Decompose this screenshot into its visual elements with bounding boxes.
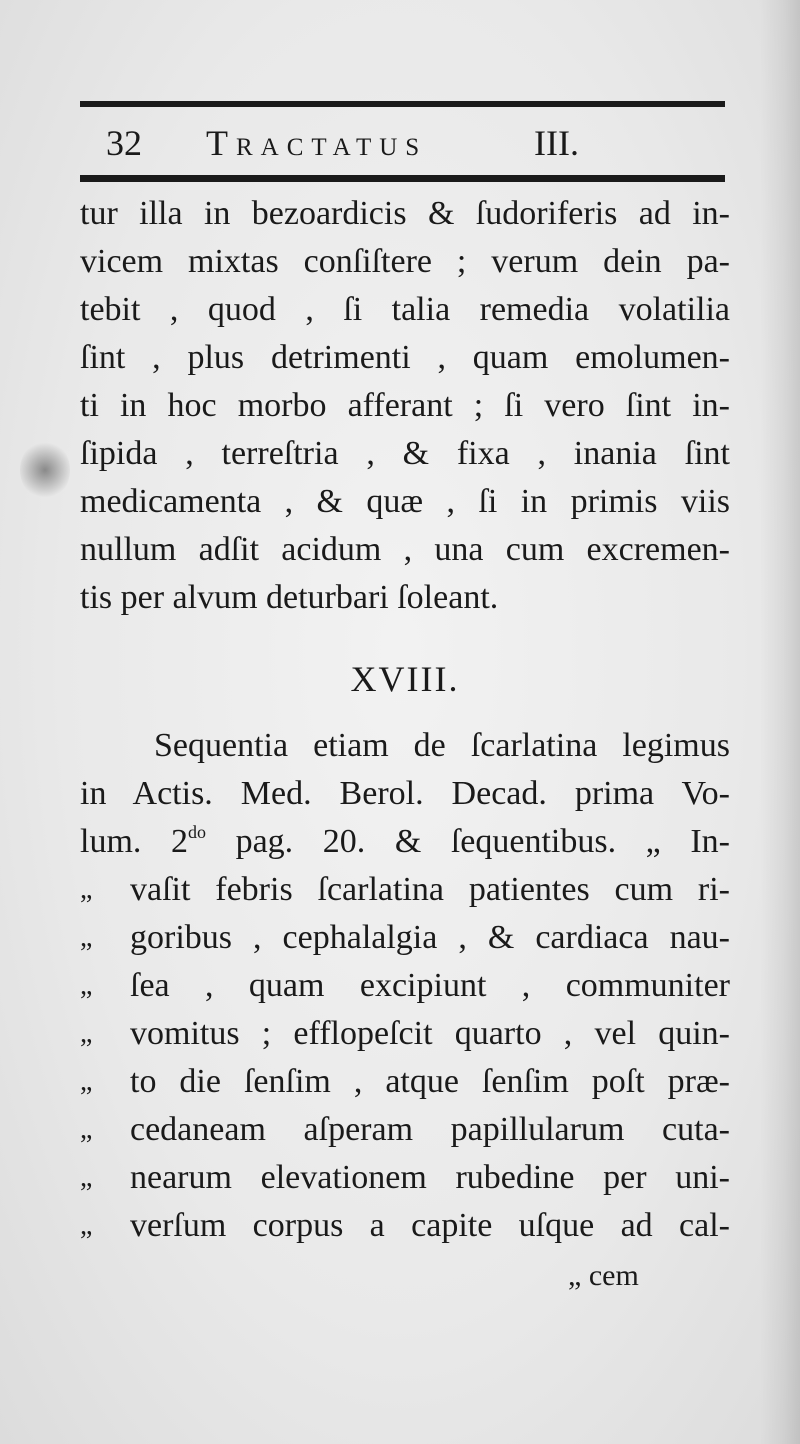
text-line-with-superscript <box>80 818 730 866</box>
text-line: medicamenta , & quæ , ſi in primis viis <box>80 483 730 520</box>
quote-mark: „ <box>80 1162 93 1193</box>
text-line: nullum adſit acidum , una cum excremen- <box>80 531 730 568</box>
quote-mark: „ <box>80 1018 93 1049</box>
quoted-text: to die ſenſim , atque ſenſim poſt præ- <box>130 1063 730 1100</box>
quoted-line <box>80 962 730 1010</box>
quote-mark: „ <box>80 1210 93 1241</box>
text-line: tebit , quod , ſi talia remedia volatilia <box>80 291 730 328</box>
text-fragment: lum. 2 <box>80 823 188 860</box>
quoted-line <box>80 866 730 914</box>
quoted-text: ſea , quam excipiunt , communiter <box>130 967 730 1004</box>
quote-mark: „ <box>80 922 93 953</box>
quote-mark: „ <box>80 1066 93 1097</box>
quoted-line <box>80 1058 730 1106</box>
quote-mark: „ <box>80 970 93 1001</box>
quoted-text: vomitus ; efflореſcit quarto , vel quin- <box>130 1015 730 1052</box>
superscript: do <box>187 822 206 842</box>
quoted-line <box>80 1154 730 1202</box>
catchword: „ cem <box>568 1259 639 1292</box>
header-top-rule <box>80 101 725 107</box>
text-line: ſipida , terreſtria , & fixa , inania ſint <box>80 435 730 472</box>
chapter-number: III. <box>534 123 579 163</box>
page-edge-shadow <box>760 0 800 1444</box>
text-line: in Actis. Med. Berol. Decad. prima Vo- <box>80 775 730 812</box>
text-line: Sequentia etiam de ſcarlatina legimus <box>154 727 730 764</box>
running-head <box>96 118 716 168</box>
section-heading: XVIII. <box>350 659 460 699</box>
ink-smudge <box>20 440 70 500</box>
text-line: tis per alvum deturbari ſoleant. <box>80 579 499 616</box>
text-line: vicem mixtas conſiſtere ; verum dein pa- <box>80 243 730 280</box>
quoted-text: cedaneam aſperam papillularum cuta- <box>130 1111 730 1148</box>
quoted-line <box>80 1202 730 1250</box>
quoted-text: vaſit febris ſcarlatina patientes cum ri- <box>130 871 730 908</box>
text-line: ti in hoc morbo afferant ; ſi vero ſint in- <box>80 387 730 424</box>
quote-mark: „ <box>80 1114 93 1145</box>
quoted-text: verſum corpus a capite uſque ad cal- <box>130 1207 730 1244</box>
text-fragment: pag. 20. & ſequentibus. „ In- <box>205 823 730 860</box>
quoted-text: nearum elevationem rubedine per uni- <box>130 1159 730 1196</box>
text-line: tur illa in bezoardicis & ſudoriferis ad in- <box>80 195 730 232</box>
quoted-line <box>80 1106 730 1154</box>
quoted-text: goribus , cephalalgia , & cardiaca nau- <box>130 919 730 956</box>
paragraph-2 <box>80 722 730 1250</box>
running-title: Tractatus <box>206 123 428 163</box>
header-bottom-rule <box>80 175 725 182</box>
quoted-line <box>80 914 730 962</box>
quote-mark: „ <box>80 874 93 905</box>
paragraph-1 <box>80 190 730 622</box>
text-line: ſint , plus detrimenti , quam emolumen- <box>80 339 730 376</box>
page-number: 32 <box>106 123 142 163</box>
quoted-line <box>80 1010 730 1058</box>
